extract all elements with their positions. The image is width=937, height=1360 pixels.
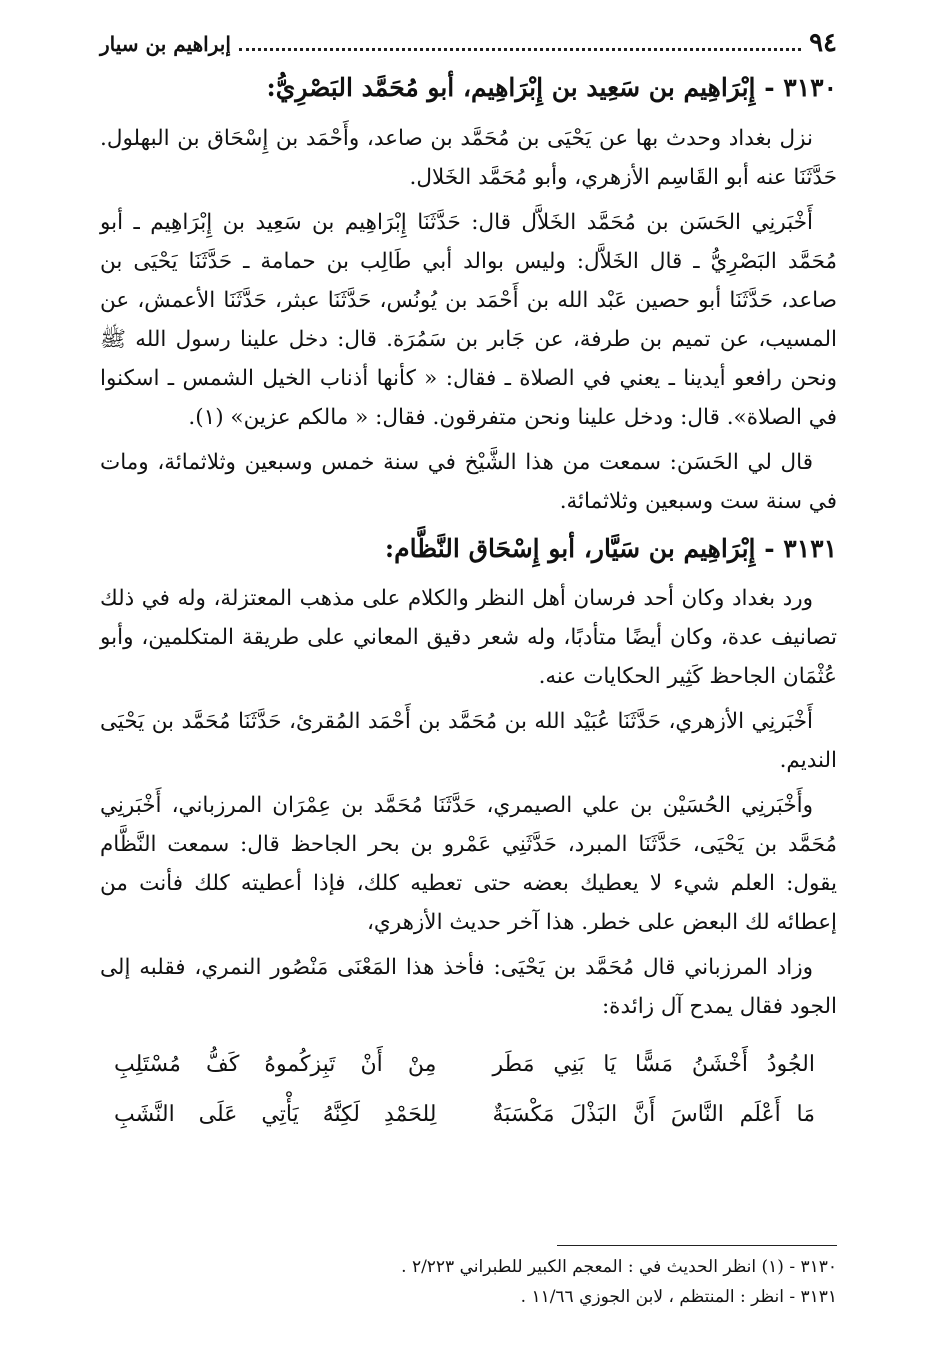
poem-verse xyxy=(100,1090,837,1140)
entry-3131-title: ٣١٣١ - إِبْرَاهِيم بن سَيَّار، أبو إِسْحَاق النَّظَّام: xyxy=(384,533,837,563)
entry-3130-paragraph-2: أَخْبَرنِي الحَسَن بن مُحَمَّد الخَلاَّل قال: حَدَّثَنَا إِبْرَاهِيم بن سَعِيد بن إِبْرَاهِيم ـ أبو مُحَمَّد البَصْرِيُّ ـ قال الخَلاَّل: وليس بوالد أبي طَالِب بن حمامة ـ حَدَّثَنَا يَحْيَى بن صاعد، حَدَّثَنَا أبو حصين عَبْد الله بن أَحْمَد بن يُونُس، حَدَّثَنَا عبثر، حَدَّثَنَا الأعمش، عن المسيب، عن تميم بن طرفة، عن جَابر بن سَمُرَة. قال: دخل علينا رسول الله ﷺ ونحن رافعو أيدينا ـ يعني في الصلاة ـ فقال: « كأنها أذناب الخيل الشمس ـ اسكنوا في الصلاة». قال: ودخل علينا ونحن متفرقون. فقال: « مالكم عزين» (١). xyxy=(100,209,837,430)
verse-second-hemistich: مِنْ أَنْ تَبِزكُموهُ كَفُّ مُسْتَلِبِ xyxy=(114,1052,437,1077)
entry-3130-title: ٣١٣٠ - إِبْرَاهِيم بن سَعِيد بن إِبْرَاهِيم، أبو مُحَمَّد البَصْرِيُّ: xyxy=(266,73,837,102)
page-body xyxy=(100,28,837,1148)
page-number: ٩٤ xyxy=(809,28,837,58)
footnotes xyxy=(100,1245,837,1312)
entry-3131-paragraph-1: ورد بغداد وكان أحد فرسان أهل النظر والكلام على مذهب المعتزلة، وله في ذلك تصانيف عدة، وكان أيضًا متأدبًا، وله شعر دقيق المعاني على طريقة المتكلمين، وأبو عُثْمَان الجاحظ كَثِير الحكايات عنه. xyxy=(100,586,837,689)
footnote-3131: ٣١٣١ - انظر : المنتظم ، لابن الجوزي ١١/٦٦ . xyxy=(520,1287,837,1307)
verse-second-hemistich: لِلحَمْدِ لَكِنَّهُ يَأْتِي عَلَى النَّشَبِ xyxy=(114,1102,437,1127)
poem-verse xyxy=(100,1040,837,1090)
verse-first-hemistich: مَا أَعْلَم النَّاسَ أَنَّ البَذْلَ مَكْسَبَةٌ xyxy=(492,1102,815,1127)
running-title: إبراهيم بن سيار xyxy=(100,32,231,56)
footnote-3130: ٣١٣٠ - (١) انظر الحديث في : المعجم الكبير للطبراني ٢/٢٢٣ . xyxy=(401,1257,837,1277)
entry-3130-paragraph-1: نزل بغداد وحدث بها عن يَحْيَى بن مُحَمَّد بن صاعد، وأَحْمَد بن إِسْحَاق بن البهلول. حَدَّثَنَا عنه أبو القَاسِم الأزهري، وأبو مُحَمَّد الخَلال. xyxy=(100,125,837,190)
verse-first-hemistich: الجُودُ أَخْشَنُ مَسًّا يَا بَنِي مَطَر xyxy=(492,1052,815,1077)
entry-3131-paragraph-4: وزاد المرزباني قال مُحَمَّد بن يَحْيَى: فأخذ هذا المَعْنَى مَنْصُور النمري، فقلبه إلى الجود فقال يمدح آل زائدة: xyxy=(100,955,837,1019)
header-dotted-leader xyxy=(239,34,801,51)
footnote-rule xyxy=(557,1245,837,1246)
entry-3131-paragraph-3: وأَخْبَرنِي الحُسَيْن بن علي الصيمري، حَدَّثَنَا مُحَمَّد بن عِمْرَان المرزباني، أَخْبَرنِي مُحَمَّد بن يَحْيَى، حَدَّثَنَا المبرد، حَدَّثَنِي عَمْرو بن بحر الجاحظ قال: سمعت النَّظَّام يقول: العلم شيء لا يعطيك بعضه حتى تعطيه كلك، فإذا أعطيته كلك فأنت من إعطائه لك البعض على خطر. هذا آخر حديث الأزهري، xyxy=(100,793,837,935)
entry-3130-paragraph-3: قال لي الحَسَن: سمعت من هذا الشَّيْخ في سنة خمس وسبعين وثلاثمائة، ومات في سنة ست وسبعين وثلاثمائة. xyxy=(100,449,837,514)
poem xyxy=(100,1040,837,1140)
entry-3131-paragraph-2: أَخْبَرنِي الأزهري، حَدَّثَنَا عُبَيْد الله بن مُحَمَّد بن أَحْمَد المُقرئ، حَدَّثَنَا مُحَمَّد بن يَحْيَى النديم. xyxy=(100,709,837,773)
page-header xyxy=(100,28,837,60)
